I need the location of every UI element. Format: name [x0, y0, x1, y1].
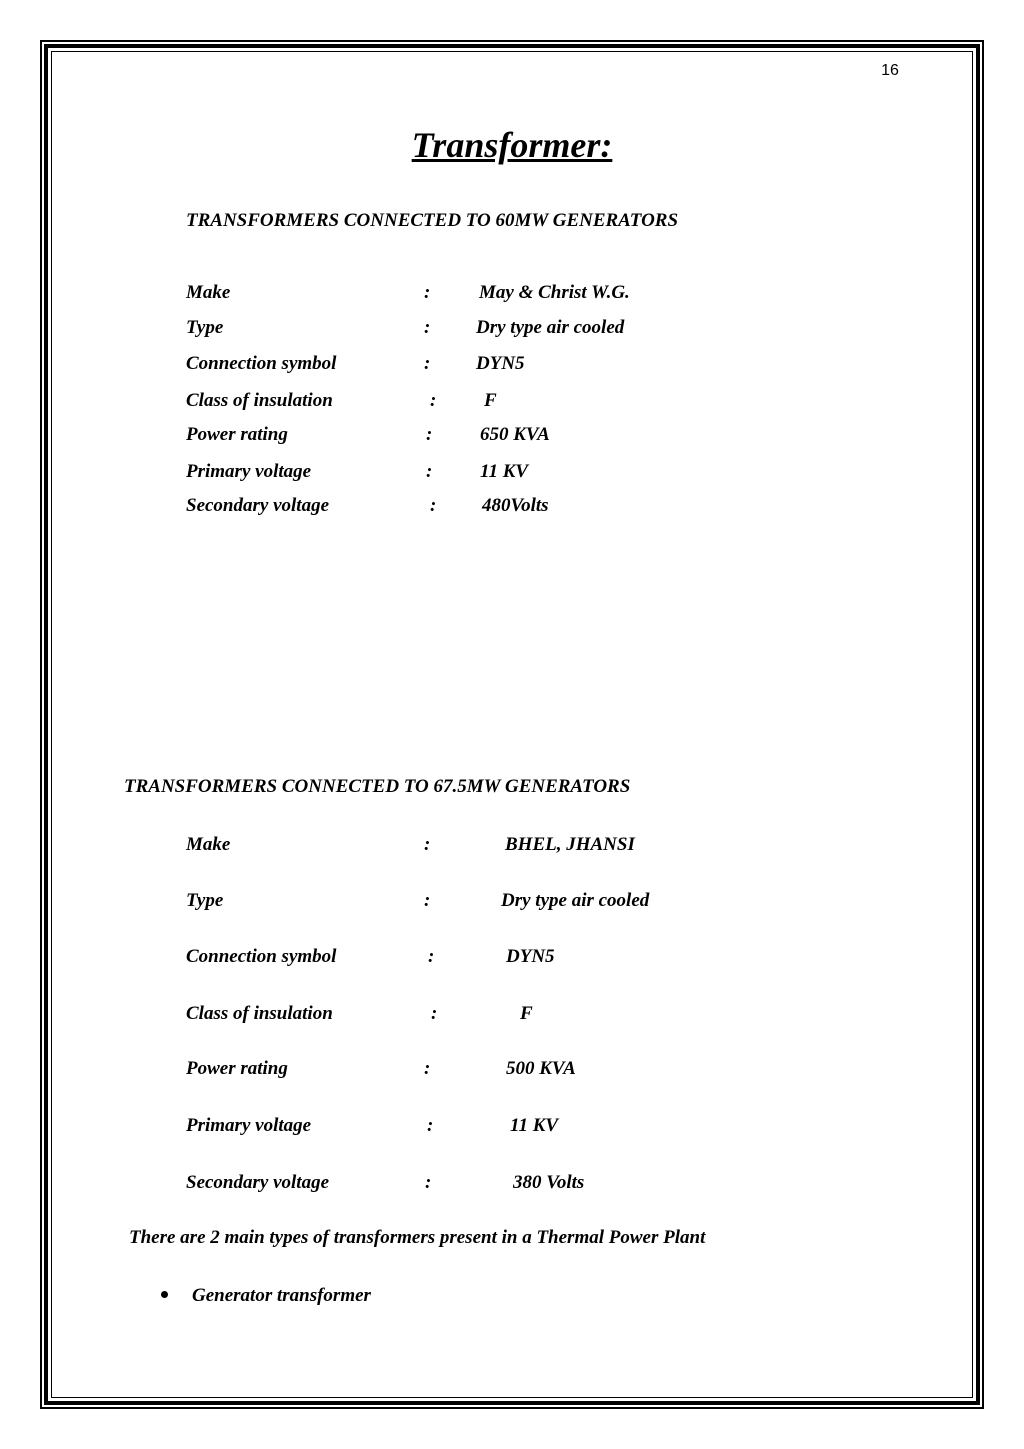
bullet-icon: [161, 1291, 168, 1298]
s1-power-colon: :: [426, 424, 433, 445]
s1-insulation-label: Class of insulation: [186, 390, 333, 411]
s1-make-value: May & Christ W.G.: [479, 282, 630, 303]
s1-type-value: Dry type air cooled: [476, 317, 625, 338]
s2-secondary-label: Secondary voltage: [186, 1172, 330, 1193]
s1-power-label: Power rating: [186, 424, 288, 445]
page-number: 16: [881, 62, 899, 79]
section2-heading: TRANSFORMERS CONNECTED TO 67.5MW GENERATORS: [124, 776, 631, 797]
s1-power-value: 650 KVA: [480, 424, 550, 445]
summary-text: There are 2 main types of transformers present in a Thermal Power Plant: [129, 1227, 706, 1248]
s1-insulation-value: F: [484, 390, 497, 411]
s2-insulation-label: Class of insulation: [186, 1003, 333, 1024]
s2-primary-colon: :: [427, 1115, 434, 1136]
s2-secondary-value: 380 Volts: [513, 1172, 585, 1193]
s2-type-value: Dry type air cooled: [501, 890, 650, 911]
s2-type-colon: :: [424, 890, 431, 911]
s1-connection-value: DYN5: [476, 353, 525, 374]
s2-insulation-value: F: [520, 1003, 533, 1024]
bullet-item-generator-transformer: Generator transformer: [192, 1285, 371, 1306]
s1-type-label: Type: [186, 317, 224, 338]
section1-heading: TRANSFORMERS CONNECTED TO 60MW GENERATORS: [186, 210, 679, 231]
s2-secondary-colon: :: [425, 1172, 432, 1193]
s2-connection-value: DYN5: [506, 946, 555, 967]
s2-primary-label: Primary voltage: [186, 1115, 312, 1136]
page-border-inner: [51, 51, 973, 1398]
s1-primary-value: 11 KV: [480, 461, 529, 482]
s2-type-label: Type: [186, 890, 224, 911]
s1-secondary-label: Secondary voltage: [186, 495, 330, 516]
s1-make-colon: :: [424, 282, 431, 303]
s2-power-colon: :: [424, 1058, 431, 1079]
s2-power-label: Power rating: [186, 1058, 288, 1079]
page-title: Transformer:: [411, 125, 613, 165]
s1-insulation-colon: :: [430, 390, 437, 411]
s1-type-colon: :: [424, 317, 431, 338]
s2-connection-colon: :: [428, 946, 435, 967]
s2-make-colon: :: [424, 834, 431, 855]
s2-power-value: 500 KVA: [506, 1058, 576, 1079]
s1-primary-colon: :: [426, 461, 433, 482]
s1-primary-label: Primary voltage: [186, 461, 312, 482]
s2-connection-label: Connection symbol: [186, 946, 337, 967]
s2-make-value: BHEL, JHANSI: [505, 834, 635, 855]
s2-make-label: Make: [186, 834, 231, 855]
s1-connection-colon: :: [424, 353, 431, 374]
s2-primary-value: 11 KV: [510, 1115, 559, 1136]
s1-make-label: Make: [186, 282, 231, 303]
s2-insulation-colon: :: [431, 1003, 438, 1024]
s1-secondary-value: 480Volts: [482, 495, 549, 516]
s1-secondary-colon: :: [430, 495, 437, 516]
s1-connection-label: Connection symbol: [186, 353, 337, 374]
